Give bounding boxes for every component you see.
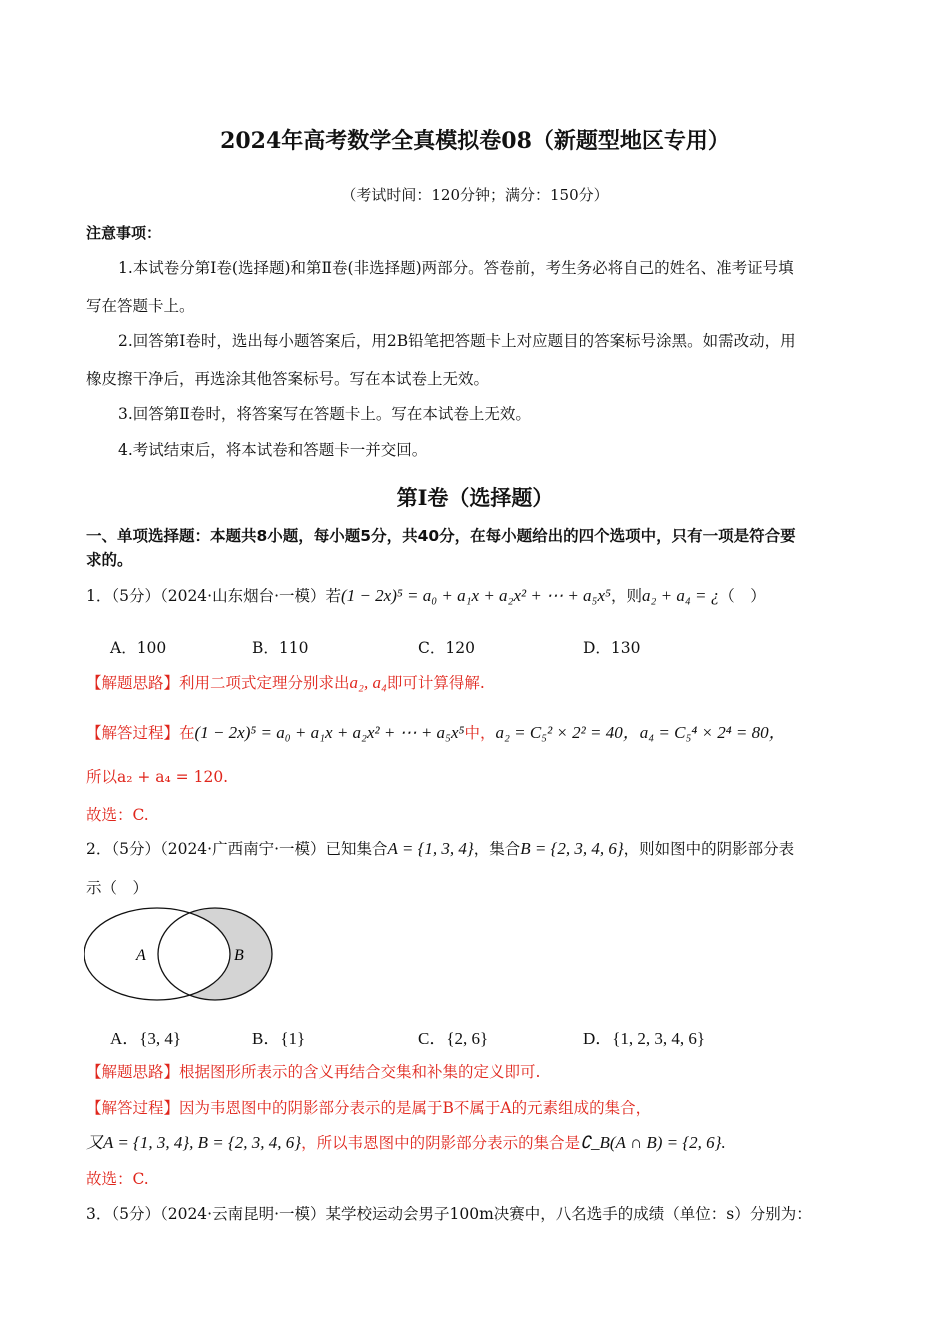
notice-item-1-line-1: 1.本试卷分第Ⅰ卷(选择题)和第Ⅱ卷(非选择题)两部分。答卷前，考生务必将自己的姓名、准考证号填 bbox=[118, 259, 794, 277]
question-1-stem bbox=[86, 584, 766, 606]
part-one-instructions-line-2: 求的。 bbox=[86, 551, 133, 569]
question-1-solution-idea bbox=[86, 671, 485, 693]
page-title: 2024年高考数学全真模拟卷08（新题型地区专用） bbox=[220, 128, 730, 154]
question-3-stem: 3．（5分）（2024·云南昆明·一模）某学校运动会男子100m决赛中，八名选手的成绩（单位：s）分别为： bbox=[86, 1205, 812, 1223]
question-2-option-a[interactable] bbox=[110, 1024, 181, 1049]
exam-info: （考试时间：120分钟；满分：150分） bbox=[341, 186, 609, 204]
notice-item-1-line-2: 写在答题卡上。 bbox=[86, 297, 195, 315]
question-1-idea-label: 【解题思路】 bbox=[86, 674, 180, 692]
question-2-stem-line-2: 示（ ） bbox=[86, 879, 149, 897]
venn-label-b: B bbox=[234, 947, 244, 964]
notice-item-4: 4.考试结束后，将本试卷和答题卡一并交回。 bbox=[118, 441, 428, 459]
question-2-option-a-text: A．{3, 4} bbox=[110, 1029, 182, 1048]
notice-heading: 注意事项： bbox=[86, 224, 162, 242]
question-1-idea-text: 利用二项式定理分别求出 bbox=[179, 674, 350, 692]
question-1-option-b[interactable]: B．110 bbox=[252, 639, 309, 657]
question-2-idea-text: 根据图形所表示的含义再结合交集和补集的定义即可. bbox=[179, 1063, 541, 1081]
question-1-mid: ，则 bbox=[610, 587, 642, 605]
venn-diagram bbox=[84, 905, 279, 1005]
notice-item-2-line-2: 橡皮擦干净后，再选涂其他答案标号。写在本试卷上无效。 bbox=[86, 370, 490, 388]
question-2-mid: ，集合 bbox=[473, 840, 521, 858]
notice-item-3: 3.回答第Ⅱ卷时，将答案写在答题卡上。写在本试卷上无效。 bbox=[118, 405, 531, 423]
question-1-answer: 故选：C. bbox=[86, 806, 149, 824]
question-2-stem bbox=[86, 837, 794, 859]
question-1-idea-vars: a₂, a₄ bbox=[349, 673, 387, 692]
question-1-option-d[interactable]: D．130 bbox=[583, 639, 641, 657]
question-2-proc-text: ，所以韦恩图中的阴影部分表示的集合是 bbox=[301, 1134, 581, 1152]
question-1-proc-text-1: 在 bbox=[179, 724, 195, 742]
question-1-idea-end: 即可计算得解. bbox=[386, 674, 485, 692]
part-one-instructions-line-1: 一、单项选择题：本题共8小题，每小题5分，共40分，在每小题给出的四个选项中，只有一项是符合要 bbox=[86, 527, 796, 545]
question-2-option-b-text: B．{1} bbox=[252, 1029, 306, 1048]
question-2-proc-line-2 bbox=[86, 1128, 726, 1153]
question-2-proc-line-1: 因为韦恩图中的阴影部分表示的是属于B不属于A的元素组成的集合， bbox=[179, 1099, 652, 1117]
question-2-set-a: A = {1, 3, 4} bbox=[387, 839, 474, 858]
question-2-option-c[interactable] bbox=[418, 1024, 488, 1049]
question-1-expansion: (1 − 2x)⁵ = a₀ + a₁x + a₂x² + ⋯ + a₅x⁵ bbox=[341, 586, 611, 605]
question-1-proc-line-2: 所以a₂ + a₄ = 120. bbox=[86, 768, 229, 786]
question-1-option-c[interactable]: C．120 bbox=[418, 639, 475, 657]
question-1-prefix: 1．（5分）（2024·山东烟台·一模）若 bbox=[86, 587, 342, 605]
question-2-idea-label: 【解题思路】 bbox=[86, 1063, 180, 1081]
section-title: 第Ⅰ卷（选择题） bbox=[396, 485, 554, 510]
question-2-solution-process bbox=[86, 1096, 651, 1118]
question-2-answer: 故选：C. bbox=[86, 1170, 149, 1188]
question-1-proc-expansion: (1 − 2x)⁵ = a₀ + a₁x + a₂x² + ⋯ + a₅x⁵ bbox=[194, 723, 465, 742]
question-2-option-d[interactable] bbox=[583, 1024, 705, 1049]
question-2-solution-idea bbox=[86, 1060, 540, 1082]
question-2-option-b[interactable] bbox=[252, 1024, 305, 1049]
question-1-option-a[interactable]: A．100 bbox=[110, 639, 167, 657]
question-1-paren: （ ） bbox=[719, 587, 766, 605]
question-2-proc-result: ∁_B(A ∩ B) = {2, 6}. bbox=[580, 1133, 726, 1152]
question-2-prefix: 2．（5分）（2024·广西南宁·一模）已知集合 bbox=[86, 840, 388, 858]
notice-item-2-line-1: 2.回答第Ⅰ卷时，选出每小题答案后，用2B铅笔把答题卡上对应题目的答案标号涂黑。如需改动，用 bbox=[118, 332, 796, 350]
venn-label-a: A bbox=[136, 947, 146, 964]
question-2-suffix: ，则如图中的阴影部分表 bbox=[623, 840, 795, 858]
question-2-proc-label: 【解答过程】 bbox=[86, 1099, 180, 1117]
question-2-proc-sets: 又A = {1, 3, 4}, B = {2, 3, 4, 6} bbox=[86, 1133, 302, 1152]
question-2-set-b: B = {2, 3, 4, 6} bbox=[520, 839, 624, 858]
question-1-proc-label: 【解答过程】 bbox=[86, 724, 180, 742]
question-1-ask: a₂ + a₄ = ¿ bbox=[641, 586, 720, 605]
question-1-solution-process bbox=[86, 718, 786, 743]
question-2-option-c-text: C．{2, 6} bbox=[418, 1029, 489, 1048]
question-1-proc-calc: a₂ = C₅² × 2² = 40，a₄ = C₅⁴ × 2⁴ = 80， bbox=[495, 723, 786, 742]
question-1-proc-text-2: 中， bbox=[464, 724, 496, 742]
question-2-option-d-text: D．{1, 2, 3, 4, 6} bbox=[583, 1029, 706, 1048]
